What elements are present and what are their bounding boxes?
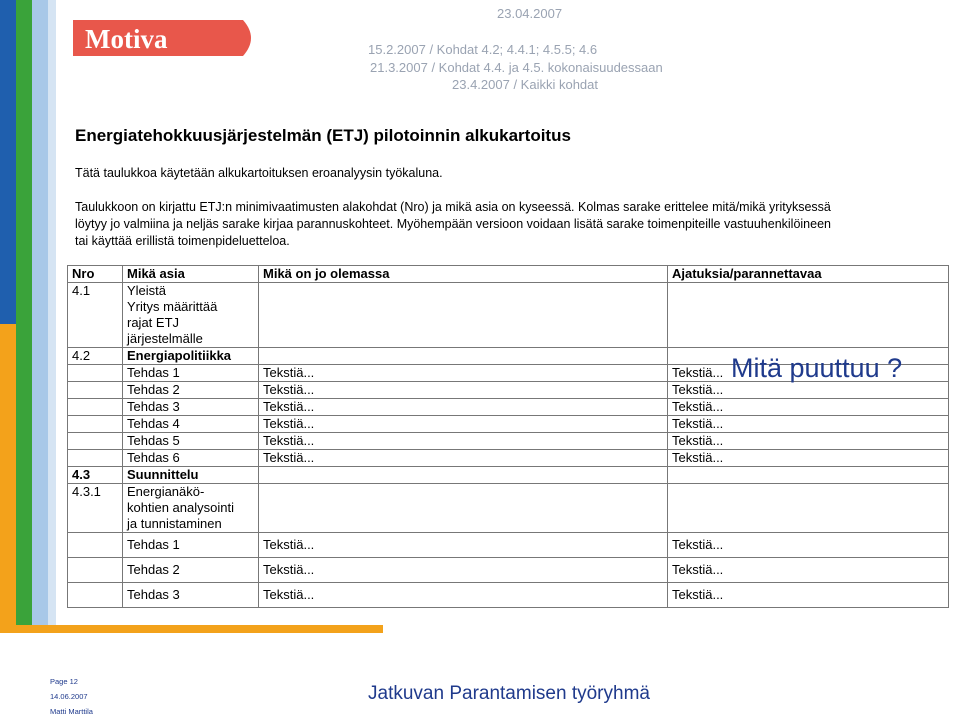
cell-ajatuksia-text: Tekstiä...: [672, 587, 724, 602]
cell-nro: [68, 382, 123, 399]
intro-text: Tätä taulukkoa käytetään alkukartoituksen eroanalyysin työkaluna.: [75, 166, 443, 180]
footer-date: 14.06.2007: [50, 692, 88, 701]
cell-asia-line: Tehdas 1: [127, 537, 180, 552]
cell-asia-line: kohtien analysointi: [127, 500, 234, 515]
overlay-question: Mitä puuttuu ?: [731, 353, 903, 383]
cell-olemassa: [259, 348, 668, 365]
cell-ajatuksia-text: Tekstiä...: [672, 399, 724, 414]
footer-page: Page 12: [50, 677, 78, 686]
revision-line-1: 15.2.2007 / Kohdat 4.2; 4.4.1; 4.5.5; 4.6: [368, 42, 598, 57]
stripe-light-blue: [32, 0, 48, 628]
cell-asia-line: Yritys määrittää: [127, 299, 218, 314]
table-row: [68, 450, 949, 467]
header-date: 23.04.2007: [497, 6, 563, 21]
gap-analysis-table: [67, 265, 949, 608]
cell-olemassa-text: Tekstiä...: [263, 562, 315, 577]
stripe-blue: [0, 0, 16, 324]
cell-olemassa: [259, 533, 668, 558]
table-row: [68, 433, 949, 450]
cell-ajatuksia-text: Tekstiä...: [672, 382, 724, 397]
footer-author: Matti Marttila: [50, 707, 93, 716]
table-row: [68, 583, 949, 608]
cell-asia: [123, 283, 259, 348]
table-row: [68, 467, 949, 484]
stripe-pale-blue: [48, 0, 56, 628]
cell-nro: [68, 558, 123, 583]
cell-olemassa: [259, 433, 668, 450]
cell-asia-line: Energiapolitiikka: [127, 348, 232, 363]
stripe-orange: [0, 324, 16, 628]
cell-ajatuksia: [668, 467, 949, 484]
cell-asia-line: Tehdas 6: [127, 450, 180, 465]
cell-ajatuksia-text: Tekstiä...: [672, 365, 724, 380]
cell-olemassa: [259, 583, 668, 608]
cell-nro-text: 4.2: [72, 348, 91, 363]
cell-asia-line: Tehdas 1: [127, 365, 180, 380]
cell-asia-line: Suunnittelu: [127, 467, 199, 482]
revision-line-3: 23.4.2007 / Kaikki kohdat: [452, 77, 598, 92]
bottom-orange-bar: [0, 625, 383, 633]
table-row: [68, 382, 949, 399]
table-row: [68, 533, 949, 558]
cell-nro: [68, 450, 123, 467]
cell-ajatuksia: [668, 283, 949, 348]
cell-olemassa: [259, 484, 668, 533]
cell-asia: [123, 467, 259, 484]
cell-asia-line: Tehdas 3: [127, 399, 180, 414]
cell-asia-line: Tehdas 4: [127, 416, 180, 431]
cell-asia: [123, 433, 259, 450]
motiva-logo: [73, 20, 259, 56]
cell-ajatuksia: [668, 450, 949, 467]
table-row: [68, 558, 949, 583]
footer-group: Jatkuvan Parantamisen työryhmä: [368, 683, 650, 704]
cell-ajatuksia: [668, 558, 949, 583]
cell-asia: [123, 558, 259, 583]
cell-ajatuksia: [668, 433, 949, 450]
revision-line-2: 21.3.2007 / Kohdat 4.4. ja 4.5. kokonaisuudessaan: [370, 60, 663, 75]
cell-ajatuksia: [668, 583, 949, 608]
cell-nro: [68, 583, 123, 608]
cell-olemassa: [259, 399, 668, 416]
cell-asia-line: Tehdas 2: [127, 562, 180, 577]
cell-asia: [123, 484, 259, 533]
cell-asia-line: rajat ETJ: [127, 315, 180, 330]
paragraph-line-3: tai käyttää erillistä toimenpideluetteloa.: [75, 234, 290, 248]
cell-olemassa: [259, 416, 668, 433]
cell-asia-line: Tehdas 3: [127, 587, 180, 602]
cell-nro: [68, 416, 123, 433]
cell-olemassa: [259, 382, 668, 399]
cell-nro: [68, 399, 123, 416]
cell-olemassa-text: Tekstiä...: [263, 399, 315, 414]
cell-nro-text: 4.1: [72, 283, 91, 298]
cell-ajatuksia: [668, 399, 949, 416]
cell-ajatuksia: [668, 484, 949, 533]
cell-olemassa: [259, 450, 668, 467]
header-nro: Nro: [68, 266, 123, 283]
cell-nro: [68, 348, 123, 365]
cell-olemassa-text: Tekstiä...: [263, 433, 315, 448]
cell-asia-line: Tehdas 5: [127, 433, 180, 448]
page-cut: [56, 611, 959, 625]
cell-nro: [68, 283, 123, 348]
cell-asia-line: Tehdas 2: [127, 382, 180, 397]
cell-olemassa-text: Tekstiä...: [263, 365, 315, 380]
cell-asia: [123, 533, 259, 558]
cell-ajatuksia: [668, 382, 949, 399]
table-row: [68, 399, 949, 416]
cell-olemassa-text: Tekstiä...: [263, 587, 315, 602]
cell-ajatuksia-text: Tekstiä...: [672, 562, 724, 577]
cell-asia: [123, 365, 259, 382]
header-asia: Mikä asia: [123, 266, 259, 283]
cell-asia-line: ja tunnistaminen: [127, 516, 222, 531]
cell-asia-line: Yleistä: [127, 283, 167, 298]
cell-olemassa-text: Tekstiä...: [263, 450, 315, 465]
cell-ajatuksia-text: Tekstiä...: [672, 450, 724, 465]
cell-nro: [68, 484, 123, 533]
cell-olemassa: [259, 365, 668, 382]
cell-asia: [123, 382, 259, 399]
table-row: [68, 484, 949, 533]
cell-nro: [68, 467, 123, 484]
table-row: [68, 283, 949, 348]
table-body: [68, 283, 949, 608]
cell-asia: [123, 416, 259, 433]
paragraph-line-1: Taulukkoon on kirjattu ETJ:n minimivaatimusten alakohdat (Nro) ja mikä asia on kyseessä. Kolmas sarake erittelee mitä/mikä yrityksessä: [75, 200, 831, 214]
cell-ajatuksia-text: Tekstiä...: [672, 433, 724, 448]
paragraph-line-2: löytyy jo valmiina ja neljäs sarake kirjaa parannuskohteet. Myöhempään versioon voidaan lisätä sarake toimenpiteille vastuuhenkilöineen: [75, 217, 831, 231]
cell-olemassa-text: Tekstiä...: [263, 382, 315, 397]
cell-nro: [68, 533, 123, 558]
cell-asia: [123, 399, 259, 416]
cell-nro: [68, 365, 123, 382]
cell-ajatuksia: [668, 416, 949, 433]
cell-asia: [123, 348, 259, 365]
cell-ajatuksia-text: Tekstiä...: [672, 537, 724, 552]
header-olemassa: Mikä on jo olemassa: [259, 266, 668, 283]
cell-olemassa: [259, 283, 668, 348]
cell-asia: [123, 583, 259, 608]
cell-asia: [123, 450, 259, 467]
cell-olemassa: [259, 467, 668, 484]
table-row: [68, 416, 949, 433]
cell-ajatuksia: [668, 533, 949, 558]
cell-olemassa-text: Tekstiä...: [263, 416, 315, 431]
document-title: Energiatehokkuusjärjestelmän (ETJ) pilotoinnin alkukartoitus: [75, 126, 571, 145]
cell-nro: [68, 433, 123, 450]
cell-olemassa: [259, 558, 668, 583]
cell-asia-line: Energianäkö-: [127, 484, 205, 499]
cell-ajatuksia-text: Tekstiä...: [672, 416, 724, 431]
cell-asia-line: järjestelmälle: [127, 331, 203, 346]
table-header-row: [68, 266, 949, 283]
header-ajatuksia: Ajatuksia/parannettavaa: [668, 266, 949, 283]
cell-nro-text: 4.3: [72, 467, 91, 482]
stripe-green: [16, 0, 32, 628]
cell-olemassa-text: Tekstiä...: [263, 537, 315, 552]
cell-nro-text: 4.3.1: [72, 484, 101, 499]
logo-text: Motiva: [85, 24, 168, 54]
